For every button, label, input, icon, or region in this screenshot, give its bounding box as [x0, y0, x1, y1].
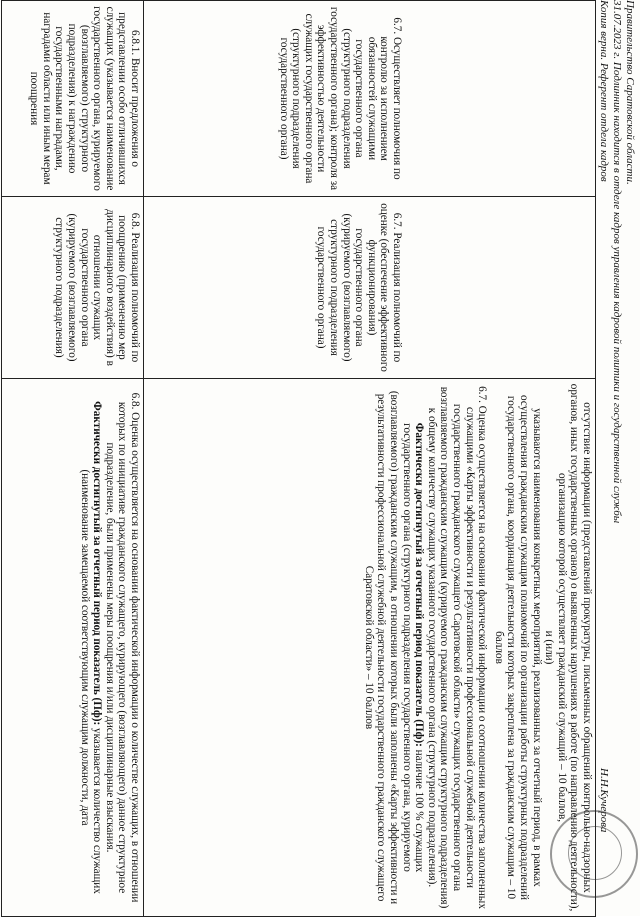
evaluation-table — [1, 0, 596, 917]
table-cell-criterion: 6.8. Реализация полномочий по поощрению (применению мер дисциплинарного воздействия) в отношении служащих государственного органа (курируемого (возглавляемого) структурного подразделения) — [2, 197, 144, 379]
fact-label: Фактически достигнутый за отчетный период показатель (Пф): — [91, 401, 104, 726]
header-certification: 31.07.2023 г. Подлинник находится в отделе кадров управления кадровой политики и государственной службы — [611, 0, 623, 524]
table-row — [2, 1, 144, 917]
eval-text: и (или) — [543, 630, 556, 665]
fact-label: Фактически достигнутый за отчетный период показатель (Пф): — [413, 422, 426, 747]
table-cell-duty: 6.7. Осуществляет полномочия по контролю за исполнением обязанностей служащими государственного органа (структурного подразделения государственного органа); контроля за эффективностью деятельности служащих государственного органа (структурного подразделения государственного органа) — [144, 1, 596, 197]
fact-text: наличие 100 % служащих государственного органа (структурного подразделения государственного органа, курируемого (возглавляемого) гражданским служащим, в отношении которых были заполнены «Карты эффективности и результативности профессиональной служебной деятельности государственного гражданского служащего Саратовской области» – 10 баллов — [362, 390, 426, 905]
eval-text: указываются наименования конкретных мероприятий, реализованных за отчетный период, в рамках осуществления гражданским служащим полномочий по организации работы структурных подразделений государственного органа, координация деятельности которых закреплена за гражданским служащим – 10 баллов — [492, 395, 543, 900]
header-organization: Правительство Саратовской области. — [624, 0, 636, 185]
eval-text: отсутствие информации (представлений прокуратуры, письменных обращений контрольно-надзорных органов, иных государственных органов) о выявленных нарушениях в работе (по направлению деятельности), организацию которой осуществляет гражданский служащий – 10 баллов, — [555, 383, 593, 912]
table-cell-evaluation — [2, 379, 144, 917]
eval-text: 6.7. Оценка осуществляется на основании фактической информации о соотношении количества заполненных служащими «Карты эффективности и результативности профессиональной служебной деятельности государственного гражданского служащего Саратовской области» служащих государственного органа возглавляемого гражданским служащим (курируемого гражданским служащим структурного подразделения) к общему количеству служащих указанного государственного органа (структурного подразделения). — [425, 386, 489, 909]
header-copy-note: Копия верна. Референт отдела кадров — [598, 0, 610, 182]
table-cell-criterion: 6.7. Реализация полномочий по оценке (обеспечение эффективного функционирования) государственного органа (курируемого (возглавляемого) структурного подразделения государственного органа) — [144, 197, 596, 379]
table-cell-duty: 6.8.1. Вносит предложения о представлении особо отличившихся служащих (указывается наименование государственного органа, курируемого (возглавляемого) структурного подразделения) к награждению государственными наградами, наградами области или иным мерам поощрения — [2, 1, 144, 197]
fact-text: указывается количество служащих (наименование замещаемой соответствующим служащим должности, дата — [78, 469, 104, 894]
signature-name: Н.Н.Кучерова — [598, 768, 610, 833]
eval-text: 6.8. Оценка осуществляется на основании фактической информации о количестве служащих, в отношении которых по инициативе гражданского служащего, курирующего (возглавляющего) данное структурное подразделение, были применены меры поощрения и/или дисциплинарные взыскания. — [103, 392, 141, 903]
table-cell-evaluation — [144, 379, 596, 917]
table-row — [144, 1, 596, 917]
